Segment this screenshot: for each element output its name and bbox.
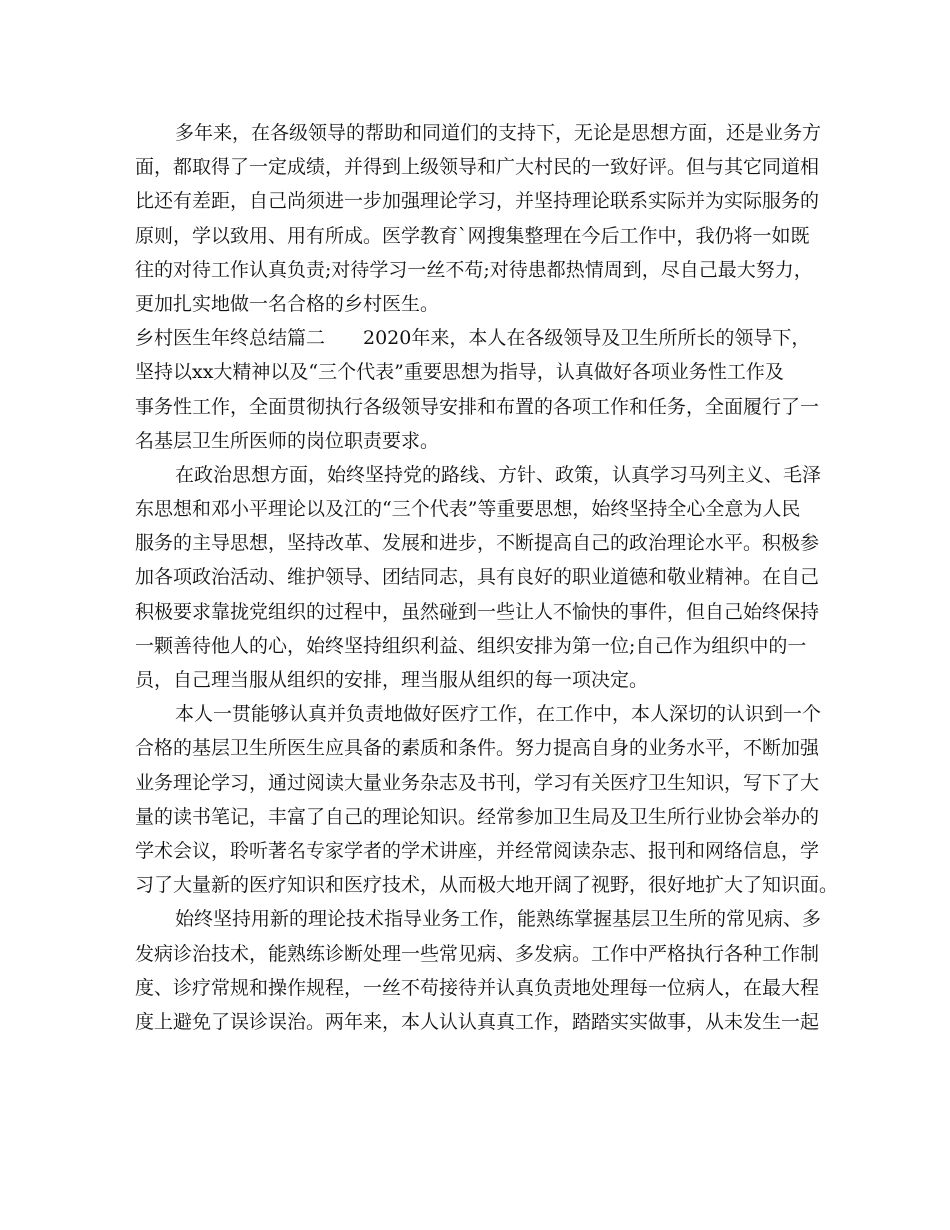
text-line: 名基层卫生所医师的岗位职责要求。 <box>135 429 440 452</box>
text-line: 员，自己理当服从组织的安排，理当服从组织的每一项决定。 <box>135 669 649 691</box>
text-line: 量的读书笔记，丰富了自己的理论知识。经常参加卫生局及卫生所行业协会举办的 <box>135 805 820 828</box>
text-line: 发病诊治技术，能熟练诊断处理一些常见病、多发病。工作中严格执行各种工作制 <box>135 942 820 965</box>
text-line: 积极要求靠拢党组织的过程中，虽然碰到一些让人不愉快的事件，但自己始终保持 <box>135 600 820 623</box>
text-line: 原则，学以致用、用有所成。医学教育`网搜集整理在今后工作中，我仍将一如既 <box>135 224 810 247</box>
text-line: 合格的基层卫生所医生应具备的素质和条件。努力提高自身的业务水平，不断加强 <box>135 737 820 760</box>
text-line: 本人一贯能够认真并负责地做好医疗工作，在工作中，本人深切的认识到一个 <box>175 703 822 726</box>
text-line: 坚持以xx大精神以及“三个代表”重要思想为指导，认真做好各项业务性工作及 <box>135 361 784 384</box>
text-line: 度、诊疗常规和操作规程，一丝不苟接待并认真负责地处理每一位病人，在最大程 <box>135 976 820 999</box>
text-line: 学术会议，聆听著名专家学者的学术讲座，并经常阅读杂志、报刊和网络信息，学 <box>135 839 820 862</box>
text-line: 习了大量新的医疗知识和医疗技术，从而极大地开阔了视野，很好地扩大了知识面。 <box>135 874 839 897</box>
text-line: 更加扎实地做一名合格的乡村医生。 <box>135 292 440 315</box>
text-line: 比还有差距，自己尚须进一步加强理论学习，并坚持理论联系实际并为实际服务的 <box>135 190 820 213</box>
section-heading-line: 乡村医生年终总结篇二 2020年来，本人在各级领导及卫生所所长的领导下， <box>135 327 811 350</box>
text-line: 在政治思想方面，始终坚持党的路线、方针、政策，认真学习马列主义、毛泽 <box>175 463 822 486</box>
text-line: 东思想和邓小平理论以及江的“三个代表”等重要思想，始终坚持全心全意为人民 <box>135 498 801 521</box>
text-line: 多年来，在各级领导的帮助和同道们的支持下，无论是思想方面，还是业务方 <box>175 122 822 144</box>
text-line: 始终坚持用新的理论技术指导业务工作，能熟练掌握基层卫生所的常见病、多 <box>175 908 822 931</box>
text-line: 度上避免了误诊误治。两年来，本人认认真真工作，踏踏实实做事，从未发生一起 <box>135 1010 820 1033</box>
text-line: 一颗善待他人的心，始终坚持组织利益、组织安排为第一位;自己作为组织中的一 <box>135 634 807 657</box>
text-line: 面，都取得了一定成绩，并得到上级领导和广大村民的一致好评。但与其它同道相 <box>135 156 820 179</box>
text-line: 加各项政治活动、维护领导、团结同志，具有良好的职业道德和敬业精神。在自己 <box>135 566 820 589</box>
text-line: 事务性工作，全面贯彻执行各级领导安排和布置的各项工作和任务，全面履行了一 <box>135 395 820 418</box>
text-line: 业务理论学习，通过阅读大量业务杂志及书刊，学习有关医疗卫生知识，写下了大 <box>135 771 820 794</box>
text-line: 服务的主导思想，坚持改革、发展和进步，不断提高自己的政治理论水平。积极参 <box>135 532 820 555</box>
text-line: 往的对待工作认真负责;对待学习一丝不苟;对待患都热情周到，尽自己最大努力， <box>135 258 813 281</box>
document-body <box>135 116 839 1039</box>
